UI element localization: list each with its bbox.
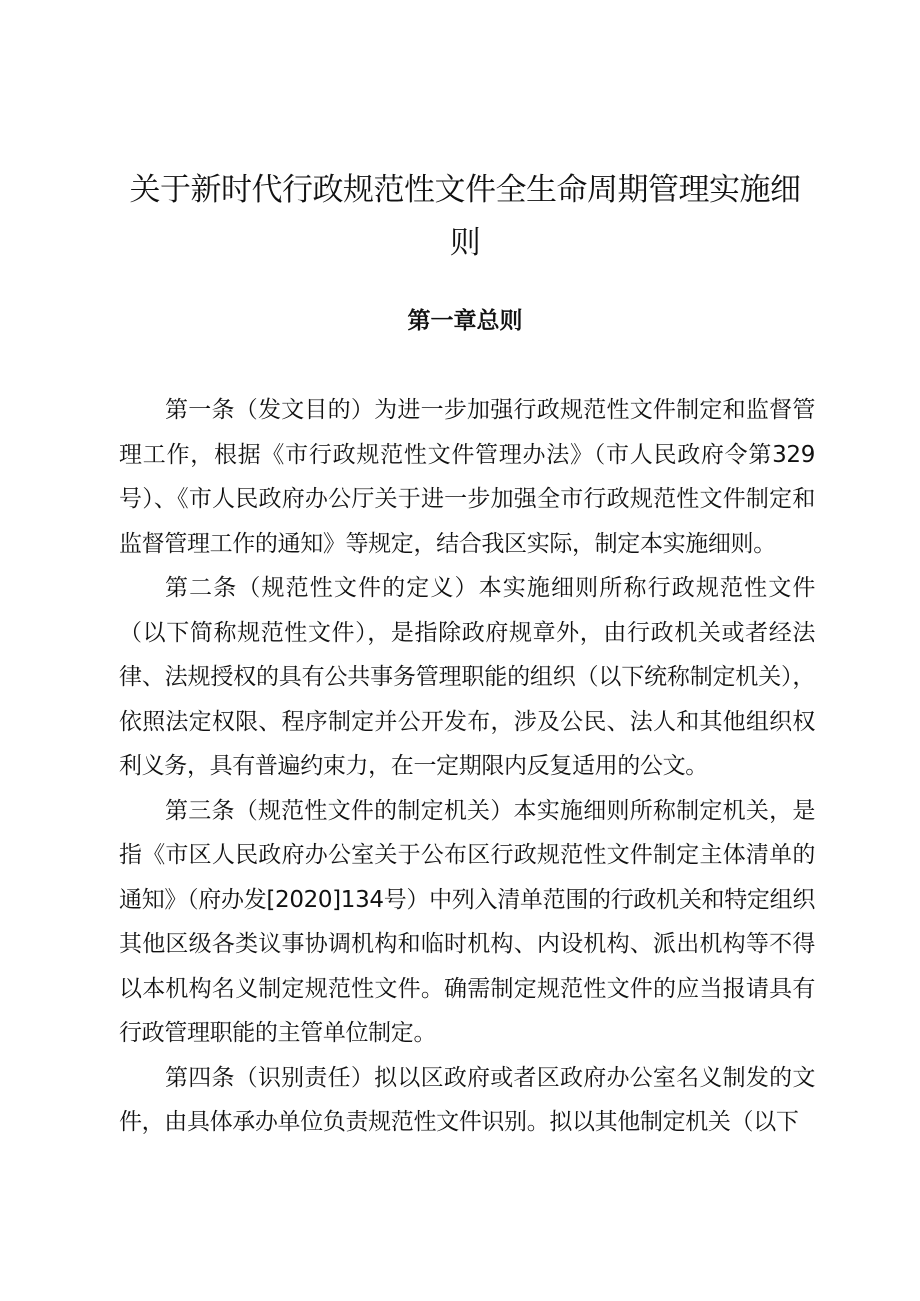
article-3: 第三条（规范性文件的制定机关）本实施细则所称制定机关，是指《市区人民政府办公室关于公布区行政规范性文件制定主体清单的通知》（府办发[2020]134号）中列入清单范围的行政机关和特定组织其他区级各类议事协调机构和临时机构、内设机构、派出机构等不得以本机构名义制定规范性文件。确需制定规范性文件的应当报请具有行政管理职能的主管单位制定。 <box>119 797 815 1046</box>
article-4: 第四条（识别责任）拟以区政府或者区政府办公室名义制发的文件，由具体承办单位负责规范性文件识别。拟以其他制定机关（以下 <box>119 1064 815 1135</box>
article-1: 第一条（发文目的）为进一步加强行政规范性文件制定和监督管理工作，根据《市行政规范性文件管理办法》（市人民政府令第329号）、《市人民政府办公厅关于进一步加强全市行政规范性文件制定和监督管理工作的通知》等规定，结合我区实际，制定本实施细则。 <box>119 397 815 557</box>
article-2: 第二条（规范性文件的定义）本实施细则所称行政规范性文件（以下简称规范性文件），是指除政府规章外，由行政机关或者经法律、法规授权的具有公共事务管理职能的组织（以下统称制定机关），依照法定权限、程序制定并公开发布，涉及公民、法人和其他组织权利义务，具有普遍约束力，在一定期限内反复适用的公文。 <box>119 575 815 779</box>
chapter-heading: 第一章总则 <box>407 308 523 334</box>
document-body <box>119 388 815 1145</box>
document-title: 关于新时代行政规范性文件全生命周期管理实施细则 <box>129 172 801 261</box>
